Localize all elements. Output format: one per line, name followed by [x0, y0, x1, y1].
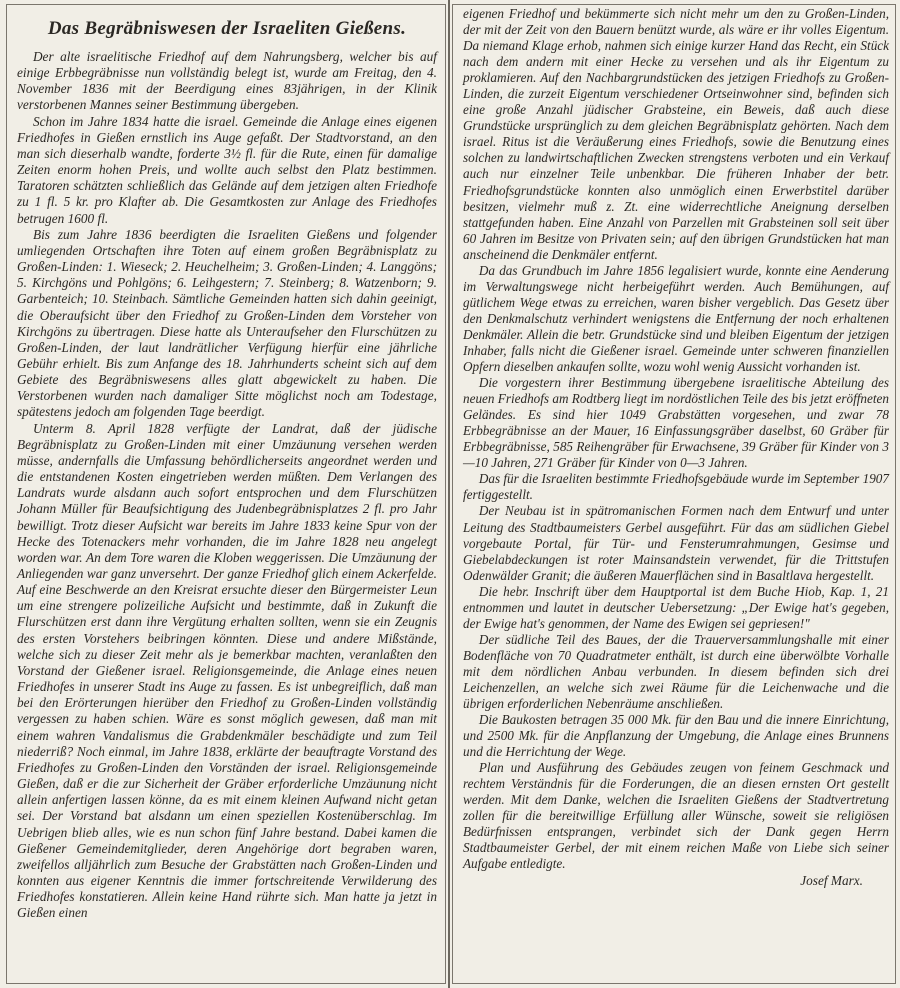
- right-column: [452, 4, 896, 984]
- article-paragraph: Der Neubau ist in spätromanischen Formen nach dem Entwurf und unter Leitung des Stadtbaumeisters Gerbel ausgeführt. Für das am südlichen Giebel vorgebaute Portal, für Tür- und Fensterumrahmungen, Gesimse und Giebelabdeckungen ist roter Mainsandstein verwendet, für die Trittstufen Odenwälder Granit; die äußeren Mauerflächen sind in Basaltlava hergestellt.: [463, 503, 889, 583]
- article-paragraph: Das für die Israeliten bestimmte Friedhofsgebäude wurde im September 1907 fertiggestellt.: [463, 471, 889, 503]
- article-paragraph: Die hebr. Inschrift über dem Hauptportal ist dem Buche Hiob, Kap. 1, 21 entnommen und lautet in deutscher Uebersetzung: „Der Ewige hat's gegeben, der Ewige hat's genommen, der Name des Ewigen sei gepriesen!": [463, 583, 889, 631]
- article-paragraph: Schon im Jahre 1834 hatte die israel. Gemeinde die Anlage eines eigenen Friedhofes in Gießen ernstlich ins Auge gefaßt. Der Stadtvorstand, an den man sich dieserhalb wandte, forderte 3½ fl. für die Rute, einen für damalige Zeiten enorm hohen Preis, und wollte auch selbst den Platz bestimmen. Taratoren schätzten schließlich das Gelände auf dem jetzigen alten Friedhofe zu 1 fl. 5 kr. pro Klafter ab. Die Gesamtkosten zur Anlage des Friedhofes betrugen 1600 fl.: [17, 113, 437, 226]
- left-column: [6, 4, 446, 984]
- article-paragraph: Unterm 8. April 1828 verfügte der Landrat, daß der jüdische Begräbnisplatz zu Großen-Linden mit einer Umzäunung versehen werden müsse, andernfalls die Umfassung behördlicherseits angeordnet werden und die entstandenen Kosten eingetrieben werden müßten. Dem Verlangen des Landrats wurde alsdann auch sofort entsprochen und dem Flurschützen Johann Müller für Beaufsichtigung des Judenbegräbnisplatzes 2 fl. pro Jahr bewilligt. Trotz dieser Aufsicht war bereits im Jahre 1833 keine Spur von der Hecke des Totenackers mehr vorhanden, die im Jahre 1828 neu angelegt worden war. An dem Tore waren die Kloben weggerissen. Die Umzäunung der Anliegenden war ganz unversehrt. Der ganze Friedhof glich einem Ackerfelde. Auf eine Beschwerde an den Kreisrat ersuchte dieser den Bürgermeister Leun um eine strengere polizeiliche Aufsicht und bestimmte, daß in Zukunft die Flurschützen erst dann ihre Vergütung erhalten sollten, wenn sie ein Zeugnis des ersten Vorstehers beibringen könnten. Diese und andere Mißstände, welche sich zu dieser Zeit mehr als je bemerkbar machten, veranlaßten den Vorstand der Gießener israel. Religionsgemeinde, die Anlage eines neuen Friedhofes in unserer Stadt ins Auge zu fassen. Es ist unbegreiflich, daß man bei den Erörterungen hierüber den Friedhof zu Großen-Linden vollständig vergessen zu haben schien. Wäre es sonst möglich gewesen, daß man mit einem wahren Vandalismus die Grabdenkmäler beschädigte und zum Teil niederriß? Noch einmal, im Jahre 1838, erklärte der beauftragte Vorstand des Friedhofes zu Großen-Linden den Vorständen der israel. Religionsgemeinde Gießen, daß er die zur Sicherheit der Gräber erforderliche Umzäunung nicht allein anfertigen lassen könne, da es mit einem kleinen Aufwand nicht getan sei. Der Vorstand bat alsdann um einen speziellen Kostenüberschlag. Im Uebrigen blieb alles, wie es nun schon fünf Jahre bestand. Dabei kamen die Gießener Gemeindemitglieder, deren Angehörige dort begraben waren, zweifellos alljährlich zum Besuche der Grabstätten nach Großen-Linden und konnten aus eigener Kenntnis die immer fortschreitende Verwilderung des Friedhofes konstatieren. Allein keine Hand rührte sich. Man hatte ja jetzt in Gießen einen: [17, 420, 437, 921]
- article-paragraph: Bis zum Jahre 1836 beerdigten die Israeliten Gießens und folgender umliegenden Ortschaften ihre Toten auf einem großen Begräbnisplatz zu Großen-Linden: 1. Wieseck; 2. Heuchelheim; 3. Großen-Linden; 4. Langgöns; 5. Kirchgöns und Pohlgöns; 6. Leihgestern; 7. Steinberg; 8. Watzenborn; 9. Garbenteich; 10. Steinbach. Sämtliche Gemeinden hatten sich dahin geeinigt, die Oberaufsicht über den Friedhof zu Großen-Linden dem Vorsteher von Kirchgöns zu übertragen. Diese hatte als Unteraufseher den Flurschützen zu Großen-Linden, der laut landrätlicher Verfügung hierfür eine jährliche Gebühr erhielt. Bis zum Anfange des 18. Jahrhunderts scheint sich auf dem Gebiete des Begräbniswesens alles glatt abgewickelt zu haben. Die Verstorbenen wurden nach damaliger Sitte möglichst noch am Todestage, spätestens jedoch am folgenden Tage beerdigt.: [17, 226, 437, 420]
- article-paragraph: Die vorgestern ihrer Bestimmung übergebene israelitische Abteilung des neuen Friedhofs am Rodtberg liegt im nordöstlichen Teile des bis jetzt eröffneten Geländes. Es sind hier 1049 Grabstätten vorgesehen, und zwar 78 Erbbegräbnisse an der Mauer, 16 Einfassungsgräber daselbst, 60 Gräber für Erbbegräbnisse, 585 Reihengräber für Erwachsene, 39 Gräber für Kinder von 3—10 Jahren, 271 Gräber für Kinder von 0—3 Jahren.: [463, 375, 889, 471]
- article-paragraph: Plan und Ausführung des Gebäudes zeugen von feinem Geschmack und rechtem Verständnis für die Forderungen, die an diesen ernsten Ort gestellt werden. Mit dem Danke, welchen die Israeliten Gießens der Stadtvertretung zollen für die bereitwillige Erfüllung aller Wünsche, soweit sie religiösen Bedürfnissen entsprangen, verbindet sich der Dank gegen Herrn Stadtbaumeister Gerbel, der mit einem reichen Maße von Liebe sich seiner Aufgabe entledigte.: [463, 760, 889, 872]
- column-divider: [448, 0, 450, 988]
- author-signature: Josef Marx.: [800, 872, 863, 888]
- article-title: Das Begräbniswesen der Israeliten Gießens.: [47, 18, 407, 39]
- article-paragraph: Der südliche Teil des Baues, der die Trauerversammlungshalle mit einer Bodenfläche von 70 Quadratmeter enthält, ist durch eine überwölbte Vorhalle mit dem nördlichen Anbau verbunden. In diesem befinden sich drei Leichenzellen, an welche sich zwei Räume für die Leichenwache und die übrigen erforderlichen Nebenräume anschließen.: [463, 631, 889, 712]
- article-paragraph: Da das Grundbuch im Jahre 1856 legalisiert wurde, konnte eine Aenderung im Verwaltungswege nicht herbeigeführt werden. Auch Bemühungen, auf gütlichem Wege etwas zu erreichen, waren bisher vergeblich. Das Gesetz über den Denkmalschutz verhindert wenigstens die Entfernung der noch erhaltenen Denkmäler. Allein die betr. Grundstücke sind und bleiben Eigentum der jetzigen Inhaber, falls nicht die Gießener israel. Gemeinde unter schweren finanziellen Opfern dieselben ankaufen sollte, wozu wohl wenig Aussicht vorhanden ist.: [463, 262, 889, 375]
- article-paragraph: Der alte israelitische Friedhof auf dem Nahrungsberg, welcher bis auf einige Erbbegräbnisse nun vollständig belegt ist, wurde am Freitag, den 4. November 1836 mit der Beerdigung eines 83jährigen, in der Klinik verstorbenen Mannes seiner Bestimmung übergeben.: [17, 49, 437, 113]
- article-paragraph: Die Baukosten betragen 35 000 Mk. für den Bau und die innere Einrichtung, und 2500 Mk. für die Anpflanzung der Umgebung, die Anlage eines Brunnens und die Herrichtung der Wege.: [463, 712, 889, 760]
- article-paragraph: eigenen Friedhof und bekümmerte sich nicht mehr um den zu Großen-Linden, der mit der Zeit von den Bauern benützt wurde, als wäre er ihr volles Eigentum. Da niemand Klage erhob, nahmen sich einige kurzer Hand das Recht, ein Stück nach dem andern mit einer Hecke zu versehen und als ihr Eigentum zu proklamieren. Auf den Nachbargrundstücken des jetzigen Friedhofs zu Großen-Linden, die zurzeit Eigentum verschiedener Ortseinwohner sind, befinden sich eine große Anzahl jüdischer Grabsteine, ein Beweis, daß auch diese Grundstücke ursprünglich zu dem gleichen Begräbnisplatz gehörten. Nach dem israel. Ritus ist die Veräußerung eines Friedhofs, sowie die Benutzung eines solchen zu landwirtschaftlichen Zwecken strengstens verboten und ein Verkauf auch nur einzelner Teile unbenkbar. Die früheren Inhaber der betr. Friedhofsgrundstücke konnten also unmöglich einen Erwerbstitel darüber besitzen, vielmehr muß z. Zt. eine widerrechtliche Aneignung derselben stattgefunden haben. Eine Anzahl von Parzellen mit Grabsteinen soll seit über 60 Jahren im Besitze von Privaten sein; auf den übrigen Grundstücken hat man anscheinend die Denkmäler entfernt.: [463, 6, 889, 262]
